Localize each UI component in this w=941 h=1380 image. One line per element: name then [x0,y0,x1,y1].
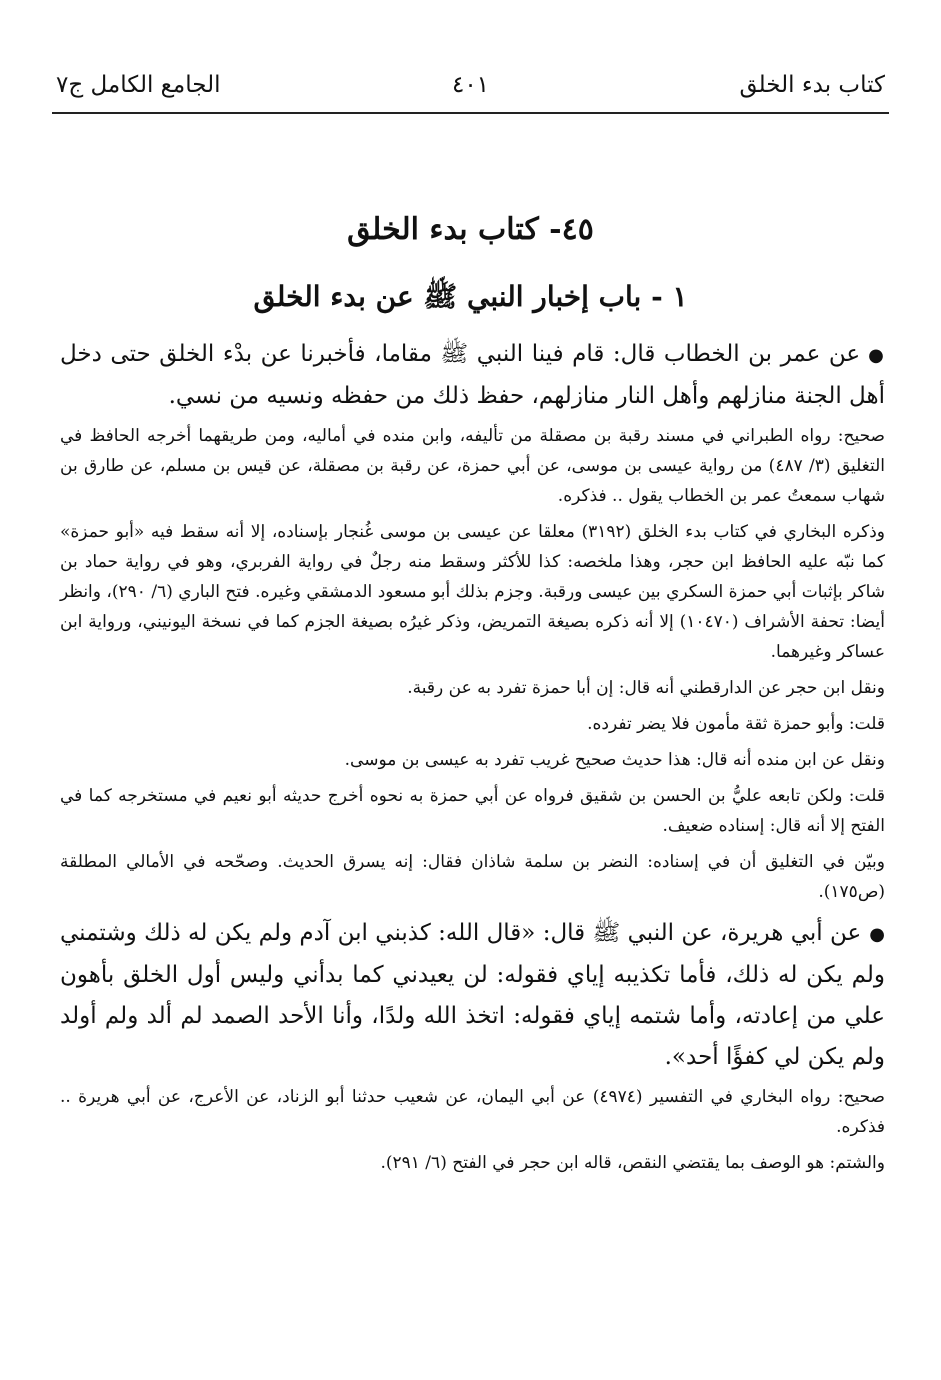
commentary-paragraph: ونقل ابن حجر عن الدارقطني أنه قال: إن أبا حمزة تفرد به عن رقبة. [407,678,885,698]
page-body [60,334,885,1184]
running-header [52,66,889,114]
commentary-paragraph: والشتم: هو الوصف بما يقتضي النقص، قاله ابن حجر في الفتح (٦/ ٢٩١). [380,1153,885,1173]
hadith-1: عن عمر بن الخطاب قال: قام فينا النبي ﷺ مقاما، فأخبرنا عن بدْء الخلق حتى دخل أهل الجنة منازلهم وأهل النار منازلهم، حفظ ذلك من حفظه ونسيه من نسي. [60,341,885,409]
hadith-2: عن أبي هريرة، عن النبي ﷺ قال: «قال الله: كذبني ابن آدم ولم يكن له ذلك وشتمني ولم يكن له ذلك، فأما تكذيبه إياي فقوله: لن يعيدني كما بدأني وليس أول الخلق بأهون علي من إعادته، وأما شتمه إياي فقوله: اتخذ الله ولدًا، وأنا الأحد الصمد لم ألد ولم أولد ولم يكن لي كفؤًا أحد». [60,920,885,1070]
commentary-paragraph: وبيّن في التغليق أن في إسناده: النضر بن سلمة شاذان فقال: إنه يسرق الحديث. وصحّحه في الأمالي المطلقة (ص١٧٥). [60,852,885,902]
hadith-text [60,913,885,1078]
header-volume: الجامع الكامل ج٧ [56,72,221,98]
commentary-paragraph: صحيح: رواه الطبراني في مسند رقبة بن مصقلة من تأليفه، وابن منده في أماليه، ومن طريقهما أخرجه الحافظ في التغليق (٣/ ٤٨٧) من رواية عيسى بن موسى، عن أبي حمزة، عن رقبة بن مصقلة، عن قيس بن مسلم، عن طارق بن شهاب سمعتُ عمر بن الخطاب يقول .. فذكره. [60,426,885,506]
commentary-paragraph: قلت: ولكن تابعه عليُّ بن الحسن بن شقيق فرواه عن أبي حمزة به نحوه أخرج حديثه أبو نعيم في مستخرجه كما في الفتح إلا أنه قال: إسناده ضعيف. [60,786,885,836]
section-title: ١ - باب إخبار النبي ﷺ عن بدء الخلق [253,280,688,313]
commentary-paragraph: قلت: وأبو حمزة ثقة مأمون فلا يضر تفرده. [587,714,885,734]
page-number: ٤٠١ [451,72,490,98]
commentary-paragraph: وذكره البخاري في كتاب بدء الخلق (٣١٩٢) معلقا عن عيسى بن موسى غُنجار بإسناده، إلا أنه سقط فيه «أبو حمزة» كما نبّه عليه الحافظ ابن حجر، وهذا ملخصه: كذا للأكثر وسقط منه رجلٌ في رواية الفربري، وهو في رواية حماد بن شاكر بإثبات أبي حمزة السكري بين عيسى ورقبة. وجزم بذلك أبو مسعود الدمشقي وغيره. فتح الباري (٦/ ٢٩٠)، وانظر أيضا: تحفة الأشراف (١٠٤٧٠) إلا أنه ذكره بصيغة التمريض، وذكر غيرُه بصيغة الجزم كما في نسخة اليونيني، ورواية ابن عساكر وغيرهما. [60,522,886,662]
header-book-section: كتاب بدء الخلق [739,72,885,98]
bullet-icon: ● [868,345,885,366]
bullet-icon: ● [869,924,885,945]
chapter-title: ٤٥- كتاب بدء الخلق [347,212,594,247]
commentary-paragraph: ونقل عن ابن منده أنه قال: هذا حديث صحيح غريب تفرد به عيسى بن موسى. [344,750,885,770]
hadith-text [60,334,885,417]
commentary-paragraph: صحيح: رواه البخاري في التفسير (٤٩٧٤) عن أبي اليمان، عن شعيب حدثنا أبو الزناد، عن الأعرج، عن أبي هريرة .. فذكره. [60,1087,885,1137]
